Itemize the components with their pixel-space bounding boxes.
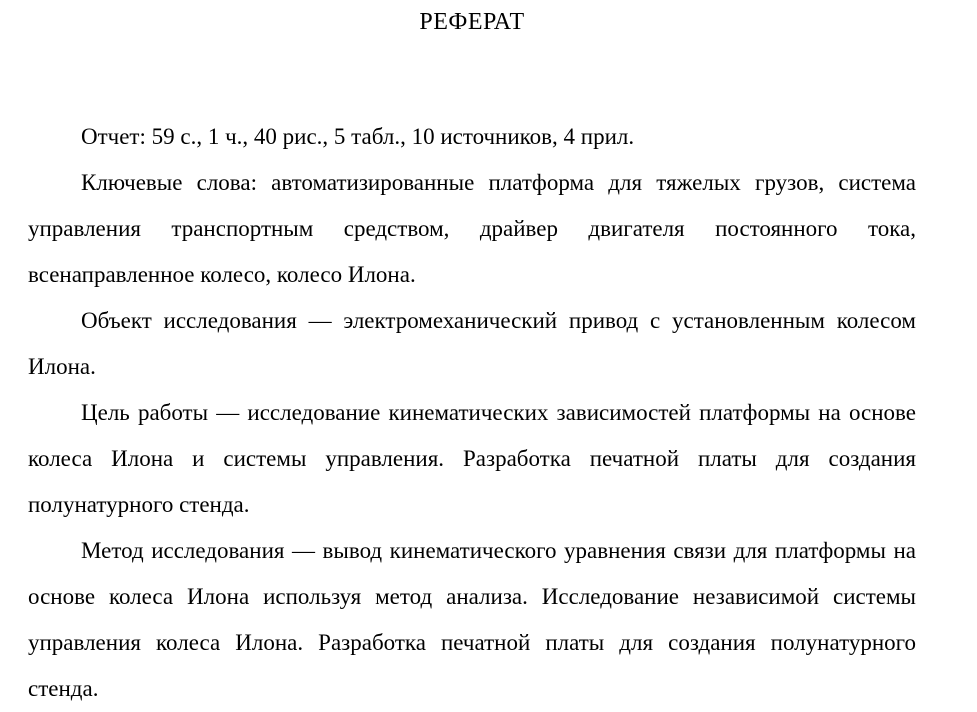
document-page: [28, 0, 916, 712]
report-summary-paragraph: Отчет: 59 с., 1 ч., 40 рис., 5 табл., 10 источников, 4 прил.: [81, 124, 635, 149]
keywords-paragraph: Ключевые слова: автоматизированные платформа для тяжелых грузов, система управления транспортным средством, драйвер двигателя постоянного тока, всенаправленное колесо, колесо Илона.: [28, 170, 916, 287]
document-title: РЕФЕРАТ: [419, 9, 525, 35]
work-goal-paragraph: Цель работы — исследование кинематических зависимостей платформы на основе колеса Илона и системы управления. Разработка печатной платы для создания полунатурного стенда.: [28, 400, 916, 517]
research-method-paragraph: Метод исследования — вывод кинематического уравнения связи для платформы на основе колеса Илона используя метод анализа. Исследование независимой системы управления колеса Илона. Разработка печатной платы для создания полунатурного стенда.: [28, 538, 916, 701]
document-body: [28, 114, 916, 712]
research-object-paragraph: Объект исследования — электромеханический привод с установленным колесом Илона.: [28, 308, 916, 379]
